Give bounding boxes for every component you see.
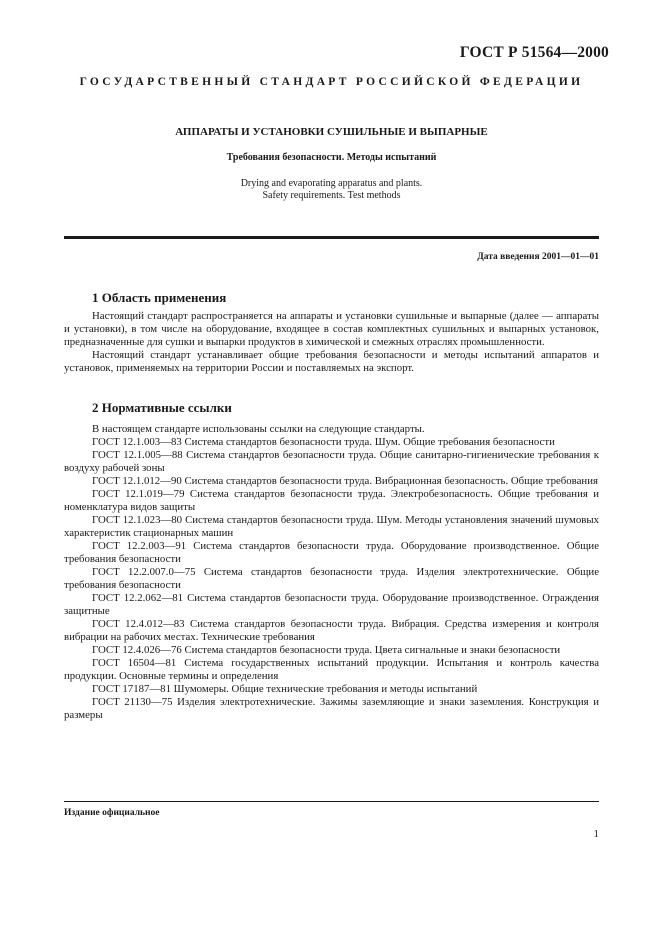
- paragraph: В настоящем стандарте использованы ссылки на следующие стандарты.: [92, 423, 425, 435]
- document-title: АППАРАТЫ И УСТАНОВКИ СУШИЛЬНЫЕ И ВЫПАРНЫЕ: [175, 126, 488, 138]
- document-subtitle: Требования безопасности. Методы испытаний: [226, 152, 437, 163]
- reference-item: ГОСТ 12.1.019—79 Система стандартов безопасности труда. Электробезопасность. Общие требования и номенклатура видов защиты: [64, 488, 599, 513]
- page-number: 1: [593, 828, 599, 840]
- paragraph: Настоящий стандарт распространяется на аппараты и установки сушильные и выпарные (далее — аппараты и установки), в том числе на оборудование, входящее в состав комплектных сушильных и выпарных установок, предназначенные для сушки и выпарки продуктов в химической и смежных отраслях промышленности.: [64, 310, 599, 348]
- footer-divider: [64, 801, 599, 802]
- edition-label: Издание официальное: [64, 808, 160, 818]
- reference-item: ГОСТ 17187—81 Шумомеры. Общие технические требования и методы испытаний: [92, 683, 478, 695]
- reference-item: ГОСТ 16504—81 Система государственных испытаний продукции. Испытания и контроль качества продукции. Основные термины и определения: [64, 657, 599, 682]
- introduction-date: Дата введения 2001—01—01: [477, 252, 599, 262]
- paragraph: Настоящий стандарт устанавливает общие требования безопасности и методы испытаний аппаратов и установок, применяемых на территории России и поставляемых на экспорт.: [64, 349, 599, 374]
- section-2-body: [64, 423, 599, 722]
- document-number: ГОСТ Р 51564—2000: [459, 44, 609, 61]
- reference-item: ГОСТ 12.1.023—80 Система стандартов безопасности труда. Шум. Методы установления значений шумовых характеристик стационарных машин: [64, 514, 599, 539]
- reference-item: ГОСТ 21130—75 Изделия электротехнические. Зажимы заземляющие и знаки заземления. Конструкция и размеры: [64, 696, 599, 721]
- section-1-heading: 1 Область применения: [92, 290, 227, 305]
- section-2-heading: 2 Нормативные ссылки: [92, 400, 232, 415]
- section-1-body: [64, 310, 599, 375]
- reference-item: ГОСТ 12.1.012—90 Система стандартов безопасности труда. Вибрационная безопасность. Общие требования: [92, 475, 598, 487]
- english-title-line-1: Drying and evaporating apparatus and plants.: [240, 178, 423, 189]
- english-title: [64, 178, 599, 202]
- reference-item: ГОСТ 12.2.007.0—75 Система стандартов безопасности труда. Изделия электротехнические. Общие требования безопасности: [64, 566, 599, 591]
- reference-item: ГОСТ 12.2.062—81 Система стандартов безопасности труда. Оборудование производственное. Ограждения защитные: [64, 592, 599, 617]
- reference-item: ГОСТ 12.2.003—91 Система стандартов безопасности труда. Оборудование производственное. Общие требования безопасности: [64, 540, 599, 565]
- reference-item: ГОСТ 12.4.012—83 Система стандартов безопасности труда. Вибрация. Средства измерения и контроля вибрации на рабочих местах. Технические требования: [64, 618, 599, 643]
- reference-item: ГОСТ 12.1.003—83 Система стандартов безопасности труда. Шум. Общие требования безопасности: [92, 436, 555, 448]
- reference-item: ГОСТ 12.1.005—88 Система стандартов безопасности труда. Общие санитарно-гигиенические требования к воздуху рабочей зоны: [64, 449, 599, 474]
- title-divider: [64, 236, 599, 239]
- state-standard-banner: ГОСУДАРСТВЕННЫЙ СТАНДАРТ РОССИЙСКОЙ ФЕДЕРАЦИИ: [79, 76, 584, 88]
- english-title-line-2: Safety requirements. Test methods: [262, 190, 401, 201]
- reference-item: ГОСТ 12.4.026—76 Система стандартов безопасности труда. Цвета сигнальные и знаки безопасности: [92, 644, 561, 656]
